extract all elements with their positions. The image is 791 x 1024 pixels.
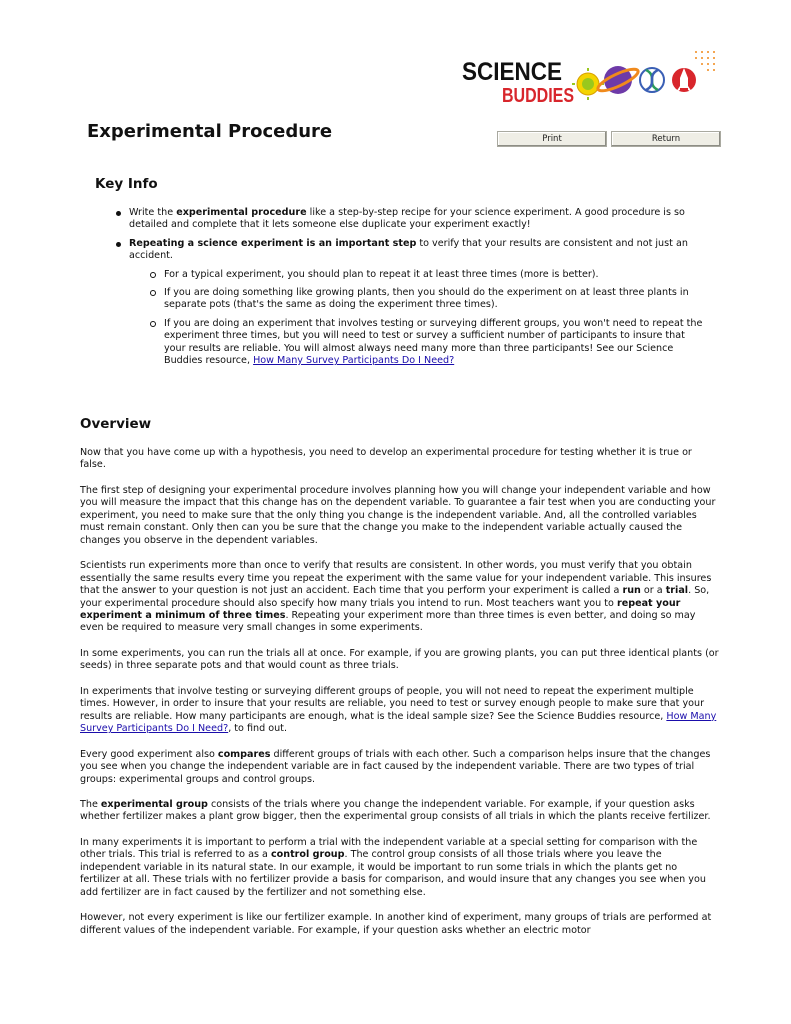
science-buddies-logo[interactable] — [462, 46, 720, 106]
key-info-item: Write the experimental procedure like a step-by-step recipe for your science experiment. A good procedure is so detailed and complete that it lets someone else duplicate your experiment exactly! — [113, 207, 703, 232]
overview-heading: Overview — [80, 416, 152, 432]
survey-participants-link[interactable]: How Many Survey Participants Do I Need? — [253, 355, 455, 367]
print-button[interactable]: Print — [497, 131, 607, 147]
key-info-list — [113, 207, 703, 373]
survey-participants-link[interactable]: How Many Survey Participants Do I Need? — [80, 710, 717, 735]
key-info-subitem: If you are doing something like growing plants, then you should do the experiment on at least three plants in separate pots (that's the same as doing the experiment three times). — [148, 287, 703, 312]
dot-grid-decoration — [695, 51, 715, 71]
rocket-icon — [672, 68, 696, 92]
paragraph: In many experiments it is important to perform a trial with the independent variable at a special setting for comparison with the other trials. This trial is referred to as a control group. The control group consists of all those trials where you leave the independent variable in its natural state. In our example, it would be important to run some trials in which the plants get no fertilizer at all. These trials with no fertilizer provide a basis for comparison, and would insure that any changes you see when you add fertilizer are in fact caused by the fertilizer and not something else. — [80, 836, 706, 898]
key-info-heading: Key Info — [95, 176, 158, 192]
key-info-subitem: For a typical experiment, you should plan to repeat it at least three times (more is better). — [148, 269, 703, 281]
paragraph: Every good experiment also compares different groups of trials with each other. Such a comparison helps insure that the changes you see when you change the independent variable are in fact caused by the independent variable. There are two types of trial groups: experimental groups and control groups. — [80, 748, 711, 785]
page-title: Experimental Procedure — [87, 121, 333, 142]
key-info-subitem: If you are doing an experiment that involves testing or surveying different groups, you won't need to repeat the experiment three times, but you will need to test or survey a sufficient number of participants to insure that your results are reliable. You will almost always need many more than three participants! See our Science Buddies resource, How Many Survey Participants Do I Need? — [148, 318, 703, 368]
return-button[interactable]: Return — [611, 131, 721, 147]
paragraph: Scientists run experiments more than once to verify that results are consistent. In other words, you must verify that you obtain essentially the same results every time you repeat the experiment with the same value for your independent variable. This insures that the answer to your question is not just an accident. Each time that you perform your experiment is called a run or a trial. So, your experimental procedure should also specify how many trials you intend to run. Most teachers want you to repeat your experiment a minimum of three times. Repeating your experiment more than three times is even better, and doing so may even be required to measure very small changes in some experiments. — [80, 560, 712, 634]
paragraph: In experiments that involve testing or surveying different groups of people, you will not need to repeat the experiment multiple times. However, in order to insure that your results are reliable, you need to test or survey enough people to make sure that your results are reliable. How many participants are enough, what is the ideal sample size? See the Science Buddies resource, How Many Survey Participants Do I Need?, to find out. — [80, 685, 717, 735]
planet-icon — [596, 65, 641, 94]
paragraph: Now that you have come up with a hypothesis, you need to develop an experimental procedure for testing whether it is true or false. — [80, 447, 692, 471]
paragraph: The experimental group consists of the trials where you change the independent variable. For example, if your question asks whether fertilizer makes a plant grow bigger, then the experimental group consists of all trials in which the plants receive fertilizer. — [80, 798, 711, 823]
overview-body — [80, 447, 720, 950]
key-info-sublist — [148, 269, 703, 368]
paragraph: The first step of designing your experimental procedure involves planning how you will change your independent variable and how you will measure the impact that this change has on the dependent variable. To guarantee a fair test when you are conducting your experiment, you need to make sure that the only thing you change is the independent variable. And, all the controlled variables must remain constant. Only then can you be sure that the change you make to the independent variable actually caused the changes you observe in the dependent variables. — [80, 484, 716, 546]
dna-icon — [640, 68, 664, 92]
paragraph: However, not every experiment is like our fertilizer example. In another kind of experiment, many groups of trials are performed at different values of the independent variable. For example, if your question asks whether an electric motor — [80, 912, 712, 936]
logo-science-text: SCIENCE — [462, 58, 562, 86]
logo-buddies-text: BUDDIES — [502, 85, 574, 106]
paragraph: In some experiments, you can run the trials all at once. For example, if you are growing plants, you can put three identical plants (or seeds) in three separate pots and that would count as three trials. — [80, 647, 719, 672]
key-info-item: Repeating a science experiment is an important step to verify that your results are consistent and not just an accident. For a typical experiment, you should plan to repeat it at least three times (more is better). If you are doing something like growing plants, then you should do the experiment on at least three plants in separate pots (that's the same as doing the experiment three times). If you are doing an experiment that involves testing or surveying different groups, you won't need to repeat the experiment three times, but you will need to test or survey a sufficient number of participants to insure that your results are reliable. You will almost always need many more than three participants! See our Science Buddies resource, How Many Survey Participants Do I Need? — [113, 238, 703, 368]
